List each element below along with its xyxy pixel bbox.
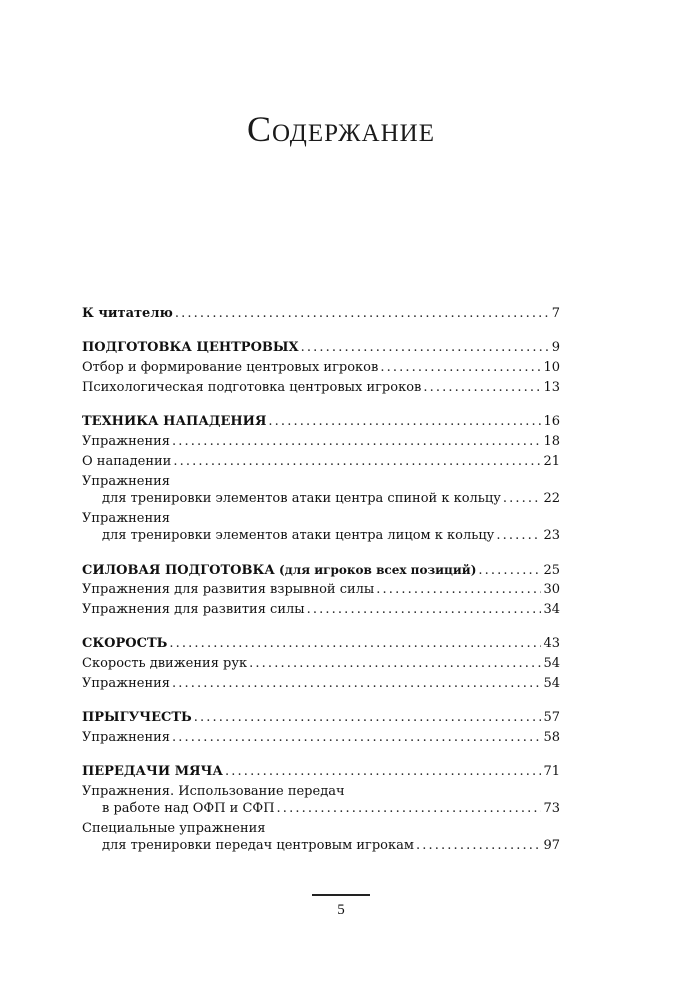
toc-leader-dots bbox=[496, 528, 541, 544]
toc-page-number: 43 bbox=[543, 636, 560, 651]
toc-leader-dots bbox=[376, 582, 541, 598]
toc-entry-label: Упражнения для развития взрывной силы bbox=[82, 582, 375, 597]
toc-entry[interactable] bbox=[82, 380, 560, 400]
toc-leader-dots bbox=[380, 360, 541, 376]
toc-entry[interactable] bbox=[82, 676, 560, 696]
toc-section bbox=[82, 710, 560, 750]
toc-page-number: 10 bbox=[543, 360, 560, 375]
toc-entry-label: для тренировки передач центровым игрокам bbox=[102, 838, 414, 853]
toc-entry-label: Упражнения для развития силы bbox=[82, 602, 305, 617]
toc-leader-dots bbox=[416, 838, 541, 854]
toc-entry-label: Отбор и формирование центровых игроков bbox=[82, 360, 379, 375]
toc-entry-title-line: Специальные упражнения bbox=[82, 821, 266, 836]
toc-chapter-entry[interactable] bbox=[82, 636, 560, 656]
toc-entry[interactable] bbox=[82, 454, 560, 474]
page-number: 5 bbox=[337, 901, 345, 918]
toc-page-number: 97 bbox=[543, 838, 560, 853]
toc-entry-label: ПЕРЕДАЧИ МЯЧА bbox=[82, 764, 224, 779]
toc-chapter-entry[interactable] bbox=[82, 710, 560, 730]
toc-section bbox=[82, 340, 560, 400]
toc-page-number: 7 bbox=[551, 306, 560, 321]
toc-chapter-entry[interactable] bbox=[82, 306, 560, 326]
toc-entry[interactable] bbox=[82, 491, 560, 511]
toc-leader-dots bbox=[172, 730, 541, 746]
toc-leader-dots bbox=[307, 602, 542, 618]
toc-chapter-entry[interactable] bbox=[82, 340, 560, 360]
toc-page-number: 9 bbox=[551, 340, 560, 355]
toc-leader-dots bbox=[277, 801, 542, 817]
toc-leader-dots bbox=[249, 656, 541, 672]
toc-page-number: 58 bbox=[543, 730, 560, 745]
toc-leader-dots bbox=[173, 454, 541, 470]
toc-leader-dots bbox=[423, 380, 541, 396]
toc-leader-dots bbox=[175, 306, 550, 322]
toc-entry-label: К читателю bbox=[82, 306, 173, 321]
toc-leader-dots bbox=[478, 563, 541, 579]
toc-entry[interactable] bbox=[82, 434, 560, 454]
toc-section bbox=[82, 414, 560, 548]
toc-page-number: 22 bbox=[543, 491, 560, 506]
toc-leader-dots bbox=[169, 636, 541, 652]
toc-leader-dots bbox=[172, 434, 541, 450]
toc-entry-label: СИЛОВАЯ ПОДГОТОВКА (для игроков всех позиций) bbox=[82, 563, 477, 578]
toc-section bbox=[82, 636, 560, 696]
toc-entry-label: Упражнения bbox=[82, 730, 170, 745]
toc-page-number: 54 bbox=[543, 676, 560, 691]
toc-chapter-entry[interactable] bbox=[82, 562, 560, 582]
toc-leader-dots bbox=[301, 340, 550, 356]
toc-entry-label: ТЕХНИКА НАПАДЕНИЯ bbox=[82, 414, 267, 429]
toc-entry-title-line: Упражнения bbox=[82, 511, 170, 526]
toc-entry-label: для тренировки элементов атаки центра спиной к кольцу bbox=[102, 491, 501, 506]
toc-chapter-entry[interactable] bbox=[82, 764, 560, 784]
toc-entry[interactable] bbox=[82, 582, 560, 602]
toc-entry-label: Психологическая подготовка центровых игроков bbox=[82, 380, 422, 395]
toc-page-number: 16 bbox=[543, 414, 560, 429]
table-of-contents bbox=[82, 306, 560, 872]
toc-page-number: 73 bbox=[543, 801, 560, 816]
toc-entry[interactable] bbox=[82, 602, 560, 622]
toc-entry-title-line: Упражнения bbox=[82, 474, 170, 489]
toc-leader-dots bbox=[225, 764, 541, 780]
toc-page-number: 54 bbox=[543, 656, 560, 671]
toc-entry-label: для тренировки элементов атаки центра лицом к кольцу bbox=[102, 528, 495, 543]
toc-leader-dots bbox=[172, 676, 541, 692]
toc-page-number: 57 bbox=[543, 710, 560, 725]
toc-entry-label: ПОДГОТОВКА ЦЕНТРОВЫХ bbox=[82, 340, 299, 355]
toc-page-number: 13 bbox=[543, 380, 560, 395]
toc-entry[interactable] bbox=[82, 801, 560, 821]
toc-page-number: 18 bbox=[543, 434, 560, 449]
page-footer bbox=[0, 894, 682, 919]
toc-section bbox=[82, 764, 560, 858]
toc-page-number: 23 bbox=[543, 528, 560, 543]
toc-entry[interactable] bbox=[82, 656, 560, 676]
toc-entry-label: О нападении bbox=[82, 454, 172, 469]
toc-entry-label: СКОРОСТЬ bbox=[82, 636, 168, 651]
toc-entry-label: Скорость движения рук bbox=[82, 656, 248, 671]
footer-rule bbox=[312, 894, 370, 896]
toc-section bbox=[82, 306, 560, 326]
page-title: Содержание bbox=[246, 109, 435, 149]
toc-page-number: 25 bbox=[543, 563, 560, 578]
toc-leader-dots bbox=[194, 710, 542, 726]
toc-leader-dots bbox=[268, 414, 541, 430]
toc-page-number: 71 bbox=[543, 764, 560, 779]
toc-entry-label: ПРЫГУЧЕСТЬ bbox=[82, 710, 192, 725]
toc-section bbox=[82, 562, 560, 622]
toc-leader-dots bbox=[503, 491, 542, 507]
toc-entry-title-line: Упражнения. Использование передач bbox=[82, 784, 345, 799]
toc-entry[interactable] bbox=[82, 528, 560, 548]
toc-page-number: 21 bbox=[543, 454, 560, 469]
toc-entry-label: в работе над ОФП и СФП bbox=[102, 801, 275, 816]
toc-entry[interactable] bbox=[82, 730, 560, 750]
toc-entry[interactable] bbox=[82, 360, 560, 380]
toc-entry[interactable] bbox=[82, 838, 560, 858]
toc-entry-label: Упражнения bbox=[82, 676, 170, 691]
toc-chapter-entry[interactable] bbox=[82, 414, 560, 434]
toc-entry-label: Упражнения bbox=[82, 434, 170, 449]
toc-page-number: 30 bbox=[543, 582, 560, 597]
toc-page-number: 34 bbox=[543, 602, 560, 617]
